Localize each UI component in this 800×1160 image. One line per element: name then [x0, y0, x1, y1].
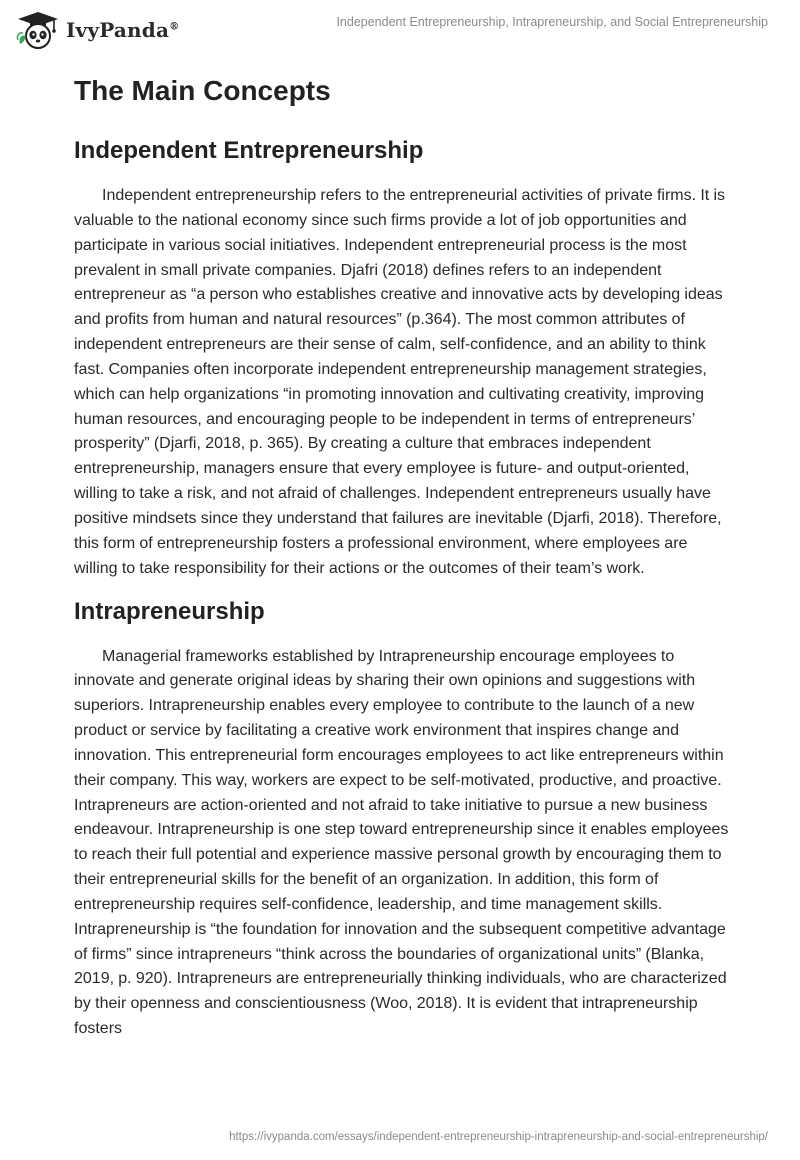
paragraph-intrapreneurship: Managerial frameworks established by Intrapreneurship encourage employees to innovate and generate original ideas by sharing their own opinions and suggestions with superiors. Intrapreneurship enables every employee to contribute to the launch of a new product or service by facilitating a creative work environment that inspires change and innovation. This entrepreneurial form encourages employees to act like entrepreneurs within their company. This way, workers are expect to be self-motivated, productive, and proactive. Intrapreneurs are action-oriented and not afraid to take initiative to pursue a new business endeavour. Intrapreneurship is one step toward entrepreneurship since it enables employees to reach their full potential and experience massive personal growth by encouraging them to their entrepreneurial skills for the benefit of an organization. In addition, this form of entrepreneurship requires self-confidence, leadership, and time management skills. Intrapreneurship is “the foundation for innovation and the subsequent competitive advantage of firms” since intrapreneurs “think across the boundaries of organizational units” (Blanka, 2019, p. 920). Intrapreneurs are entrepreneurially thinking individuals, who are characterized by their openness and conscientiousness (Woo, 2018). It is evident that intrapreneurship fosters — [74, 647, 729, 1038]
document-body — [74, 72, 730, 1042]
section-heading-intrapreneurship: Intrapreneurship — [74, 597, 265, 625]
main-heading: The Main Concepts — [74, 75, 331, 106]
paragraph-independent-entrepreneurship: Independent entrepreneurship refers to the entrepreneurial activities of private firms. It is valuable to the national economy since such firms provide a lot of job opportunities and participate in various social initiatives. Independent entrepreneurial process is the most prevalent in small private companies. Djafri (2018) defines refers to an independent entrepreneur as “a person who establishes creative and innovative acts by developing ideas and profits from human and natural resources” (p.364). The most common attributes of independent entrepreneurs are their sense of calm, self-confidence, and an ability to think fast. Companies often incorporate independent entrepreneurship management strategies, which can help organizations “in promoting innovation and cultivating creativity, improving human resources, and encouraging people to be independent in terms of entrepreneurs’ prosperity” (Djarfi, 2018, p. 365). By creating a culture that embraces independent entrepreneurship, managers ensure that every employee is future- and output-oriented, willing to take a risk, and not afraid of challenges. Independent entrepreneurs usually have positive mindsets since they understand that failures are inevitable (Djarfi, 2018). Therefore, this form of entrepreneurship fosters a professional environment, where employees are willing to take responsibility for their actions or the outcomes of their team’s work. — [74, 187, 726, 577]
registered-mark: ® — [169, 21, 180, 33]
section-heading-independent-entrepreneurship: Independent Entrepreneurship — [74, 137, 424, 164]
logo-text: IvyPanda — [66, 18, 170, 42]
running-title: Independent Entrepreneurship, Intrapreneurship, and Social Entrepreneurship — [336, 15, 768, 29]
ivypanda-logo[interactable] — [14, 10, 179, 50]
page-header — [0, 0, 800, 64]
source-url-link[interactable]: https://ivypanda.com/essays/independent-entrepreneurship-intrapreneurship-and-social-entrepreneurship/ — [229, 1131, 768, 1143]
logo-wordmark — [66, 18, 179, 42]
panda-graduate-icon — [14, 10, 62, 50]
